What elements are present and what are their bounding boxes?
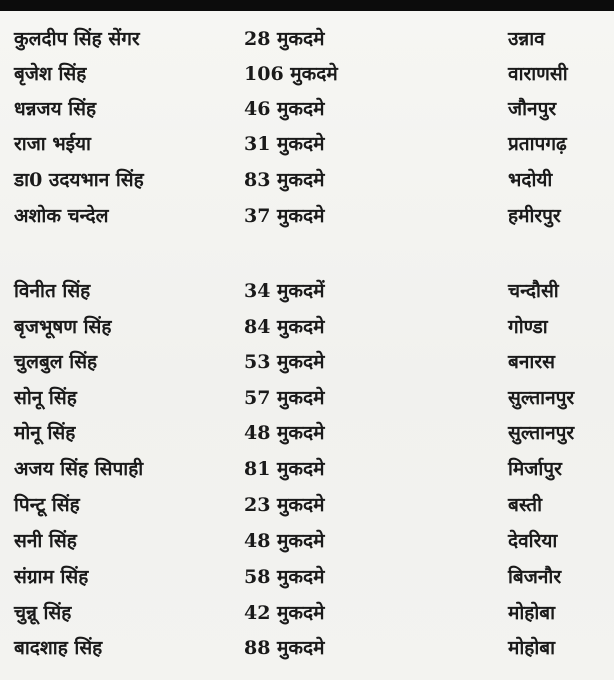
- district-name: बनारस: [508, 351, 555, 373]
- person-name: डा0 उदयभान सिंह: [14, 169, 144, 191]
- list-row: [0, 526, 614, 556]
- district-name: सुल्तानपुर: [508, 387, 575, 409]
- list-row: [0, 347, 614, 377]
- case-count: 31 मुकदमे: [244, 133, 325, 155]
- list-row: [0, 418, 614, 448]
- district-name: देवरिया: [508, 530, 558, 552]
- person-name: पिन्टू सिंह: [14, 494, 80, 516]
- person-name: मोनू सिंह: [14, 422, 76, 444]
- case-count: 88 मुकदमे: [244, 637, 325, 659]
- person-name: चुलबुल सिंह: [14, 351, 98, 373]
- person-name: धन्नजय सिंह: [14, 98, 97, 120]
- district-name: चन्दौसी: [508, 280, 559, 302]
- list-row: [0, 201, 614, 231]
- case-count: 53 मुकदमे: [244, 351, 325, 373]
- case-count: 83 मुकदमे: [244, 169, 325, 191]
- district-name: गोण्डा: [508, 316, 548, 338]
- case-count: 48 मुकदमे: [244, 422, 325, 444]
- case-count: 46 मुकदमे: [244, 98, 325, 120]
- list-row: [0, 490, 614, 520]
- person-name: सोनू सिंह: [14, 387, 77, 409]
- case-count: 23 मुकदमे: [244, 494, 325, 516]
- person-name: कुलदीप सिंह सेंगर: [14, 28, 140, 50]
- district-name: सुल्तानपुर: [508, 422, 575, 444]
- district-name: मोहोबा: [508, 637, 556, 659]
- top-border-bar: [0, 0, 614, 11]
- person-name: बृजेश सिंह: [14, 63, 87, 85]
- person-name: बृजभूषण सिंह: [14, 316, 112, 338]
- list-row: [0, 383, 614, 413]
- district-name: उन्नाव: [508, 28, 545, 50]
- person-name: संग्राम सिंह: [14, 566, 89, 588]
- district-name: प्रतापगढ़: [508, 133, 567, 155]
- list-row: [0, 598, 614, 628]
- district-name: भदोयी: [508, 169, 553, 191]
- case-count: 106 मुकदमे: [244, 63, 338, 85]
- document-sheet: [0, 11, 614, 680]
- list-row: [0, 59, 614, 89]
- district-name: जौनपुर: [508, 98, 557, 120]
- district-name: मोहोबा: [508, 602, 556, 624]
- case-count: 58 मुकदमे: [244, 566, 325, 588]
- person-name: चुन्नू सिंह: [14, 602, 72, 624]
- case-count: 48 मुकदमे: [244, 530, 325, 552]
- list-row: [0, 165, 614, 195]
- case-count: 84 मुकदमे: [244, 316, 325, 338]
- district-name: हमीरपुर: [508, 205, 561, 227]
- list-row: [0, 276, 614, 306]
- list-row: [0, 562, 614, 592]
- case-count: 81 मुकदमे: [244, 458, 325, 480]
- case-count: 34 मुकदमें: [244, 280, 325, 302]
- district-name: बस्ती: [508, 494, 542, 516]
- case-count: 42 मुकदमे: [244, 602, 325, 624]
- person-name: बादशाह सिंह: [14, 637, 103, 659]
- district-name: मिर्जापुर: [508, 458, 562, 480]
- person-name: अशोक चन्देल: [14, 205, 109, 227]
- list-row: [0, 94, 614, 124]
- person-name: सनी सिंह: [14, 530, 77, 552]
- case-count: 37 मुकदमे: [244, 205, 325, 227]
- list-row: [0, 129, 614, 159]
- person-name: अजय सिंह सिपाही: [14, 458, 144, 480]
- district-name: बिजनौर: [508, 566, 562, 588]
- district-name: वाराणसी: [508, 63, 568, 85]
- list-row: [0, 24, 614, 54]
- case-count: 28 मुकदमे: [244, 28, 325, 50]
- person-name: राजा भईया: [14, 133, 91, 155]
- list-row: [0, 454, 614, 484]
- person-name: विनीत सिंह: [14, 280, 91, 302]
- list-row: [0, 312, 614, 342]
- case-count: 57 मुकदमे: [244, 387, 325, 409]
- list-row: [0, 633, 614, 663]
